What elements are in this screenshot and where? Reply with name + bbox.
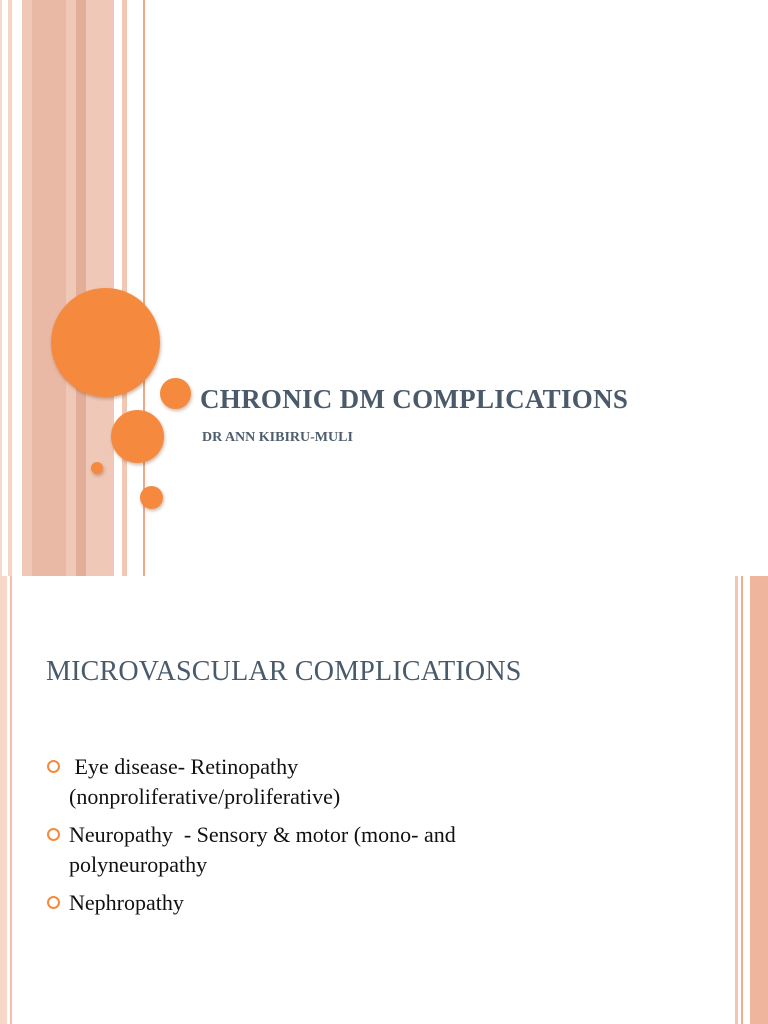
bullet-text: Nephropathy [69,890,184,915]
decorative-circle-icon [111,410,164,463]
decorative-stripe [10,576,12,1024]
list-item [46,752,566,812]
circle-bullet-icon [47,896,60,909]
content-slide [0,576,768,1024]
bullet-list [46,752,566,926]
bullet-text: Eye disease- Retinopathy (nonproliferative/proliferative) [69,754,341,809]
slide-heading: MICROVASCULAR COMPLICATIONS [46,656,522,687]
slide-subtitle: DR ANN KIBIRU-MULI [202,430,353,445]
circle-bullet-icon [47,760,60,773]
decorative-circle-icon [140,486,163,509]
circle-bullet-icon [47,828,60,841]
decorative-circle-icon [51,288,160,397]
bullet-text: Neuropathy - Sensory & motor (mono- and polyneuropathy [69,822,462,877]
slide-title: CHRONIC DM COMPLICATIONS [200,384,629,414]
decorative-circle-icon [91,462,103,474]
list-item [46,888,566,918]
decorative-stripe [735,576,738,1024]
decorative-stripe [8,0,12,576]
decorative-circle-icon [160,378,191,409]
decorative-stripe [122,0,127,576]
decorative-stripe [750,576,768,1024]
decorative-stripe [0,0,2,576]
decorative-stripe [0,576,7,1024]
decorative-stripe [741,576,743,1024]
list-item [46,820,566,880]
